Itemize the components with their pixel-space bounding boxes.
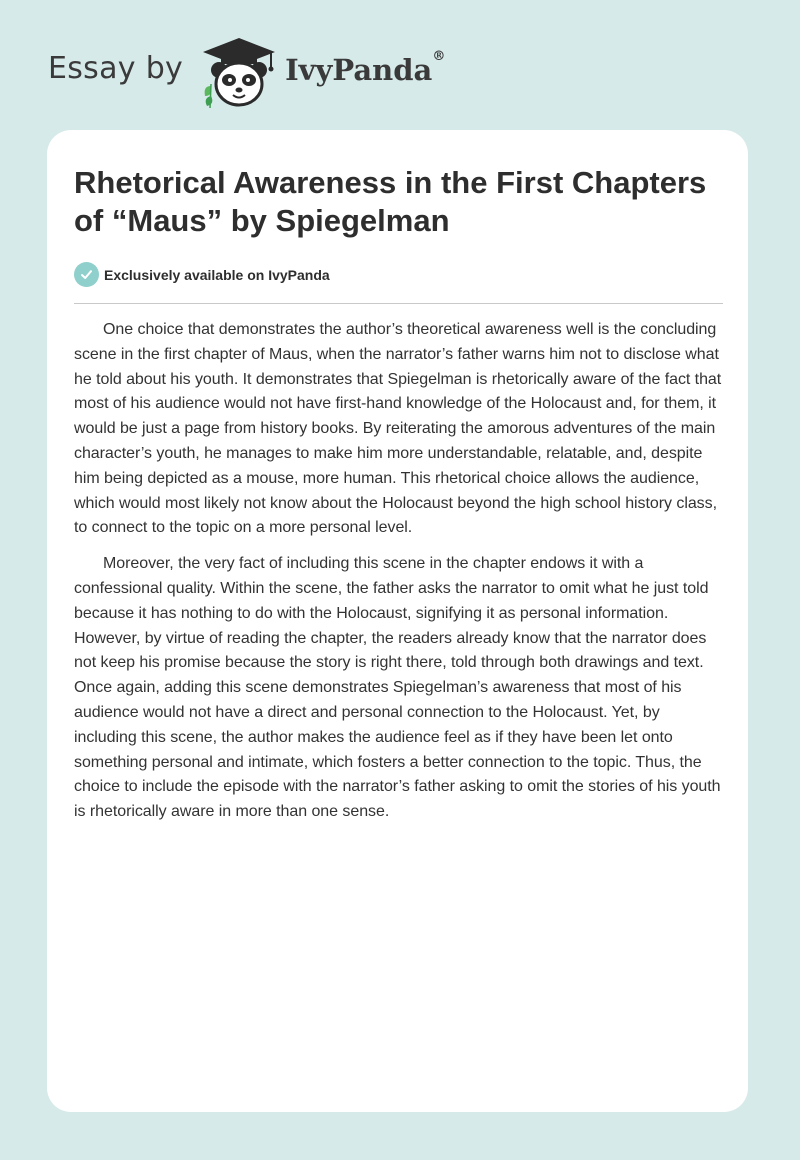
essay-body — [74, 318, 724, 836]
essay-by-label: Essay by — [48, 50, 184, 86]
essay-card — [47, 130, 748, 1112]
title-divider — [74, 303, 723, 304]
ivypanda-logo-link[interactable] — [197, 34, 445, 110]
essay-title: Rhetorical Awareness in the First Chapters of “Maus” by Spiegelman — [74, 165, 707, 238]
essay-paragraph: Moreover, the very fact of including this scene in the chapter endows it with a confessional quality. Within the scene, the father asks the narrator to omit what he just told because it has nothing to do with the Holocaust, signifying it as personal information. However, by virtue of reading the chapter, the readers already know that the narrator does not keep his promise because the story is right there, told through both drawings and text. Once again, adding this scene demonstrates Spiegelman’s awareness that most of his audience would not have a direct and personal connection to the Holocaust. Yet, by including this scene, the author makes the audience feel as if they have been let onto something personal and intimate, which fosters a better connection to the topic. Thus, the choice to include the episode with the narrator’s father asking to omit the stories of his youth is rhetorically aware in more than one sense. — [74, 555, 721, 821]
exclusive-badge-label: Exclusively available on IvyPanda — [104, 266, 330, 283]
exclusive-badge — [74, 262, 330, 287]
site-header — [48, 34, 445, 110]
check-circle-icon — [74, 262, 99, 287]
essay-paragraph: One choice that demonstrates the author’s theoretical awareness well is the concluding scene in the first chapter of Maus, when the narrator’s father warns him not to disclose what he told about his youth. It demonstrates that Spiegelman is rhetorically aware of the fact that most of his audience would not have first-hand knowledge of the Holocaust and, for them, it would be just a page from history books. By reiterating the amorous adventures of the main character’s youth, he manages to make him more understandable, relatable, and, despite him being depicted as a mouse, more human. This rhetorical choice allows the audience, which would most likely not know about the Holocaust beyond the high school history class, to connect to the topic on a more personal level. — [74, 321, 722, 537]
ivypanda-wordmark: IvyPanda® — [285, 49, 446, 87]
panda-mascot-icon — [197, 34, 281, 110]
